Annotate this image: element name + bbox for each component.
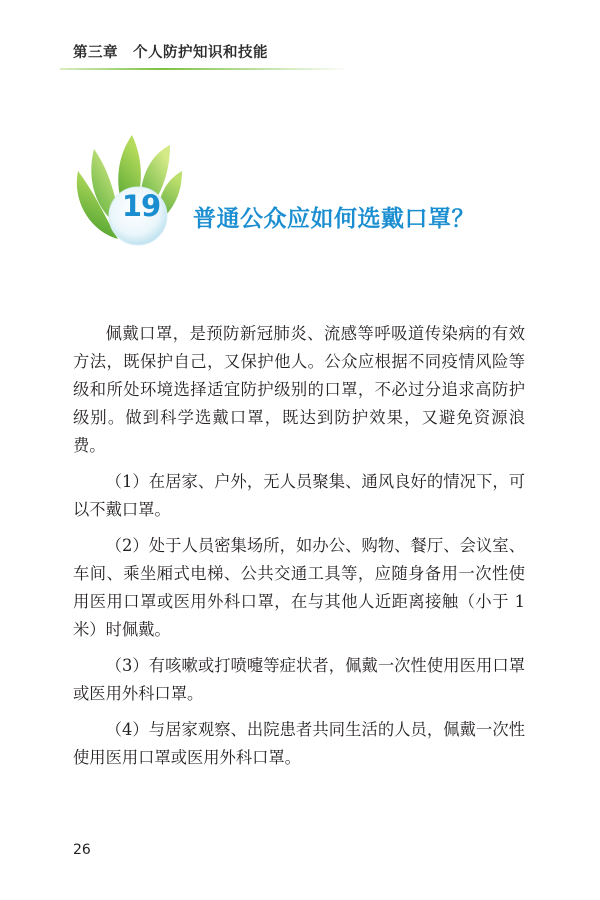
section-title: 普通公众应如何选戴口罩？: [193, 206, 475, 232]
page-number: 26: [73, 842, 91, 858]
header-divider: [60, 68, 350, 70]
paragraph-item-2: （2）处于人员密集场所，如办公、购物、餐厅、会议室、车间、乘坐厢式电梯、公共交通工具等，应随身备用一次性使用医用口罩或医用外科口罩，在与其他人近距离接触（小于 1 米）时佩戴。: [73, 536, 525, 639]
paragraph-intro: 佩戴口罩，是预防新冠肺炎、流感等呼吸道传染病的有效方法，既保护自己，又保护他人。公众应根据不同疫情风险等级和所处环境选择适宜防护级别的口罩，不必过分追求高防护级别。做到科学选戴口罩，既达到防护效果，又避免资源浪费。: [73, 324, 525, 455]
chapter-header: 第三章 个人防护知识和技能: [73, 45, 268, 61]
paragraph-item-3: （3）有咳嗽或打喷嚏等症状者，佩戴一次性使用医用口罩或医用外科口罩。: [73, 656, 525, 703]
body-text: [73, 320, 525, 780]
section-number: 19: [121, 189, 161, 223]
paragraph-item-4: （4）与居家观察、出院患者共同生活的人员，佩戴一次性使用医用口罩或医用外科口罩。: [73, 720, 525, 767]
paragraph-item-1: （1）在居家、户外，无人员聚集、通风良好的情况下，可以不戴口罩。: [73, 472, 525, 519]
